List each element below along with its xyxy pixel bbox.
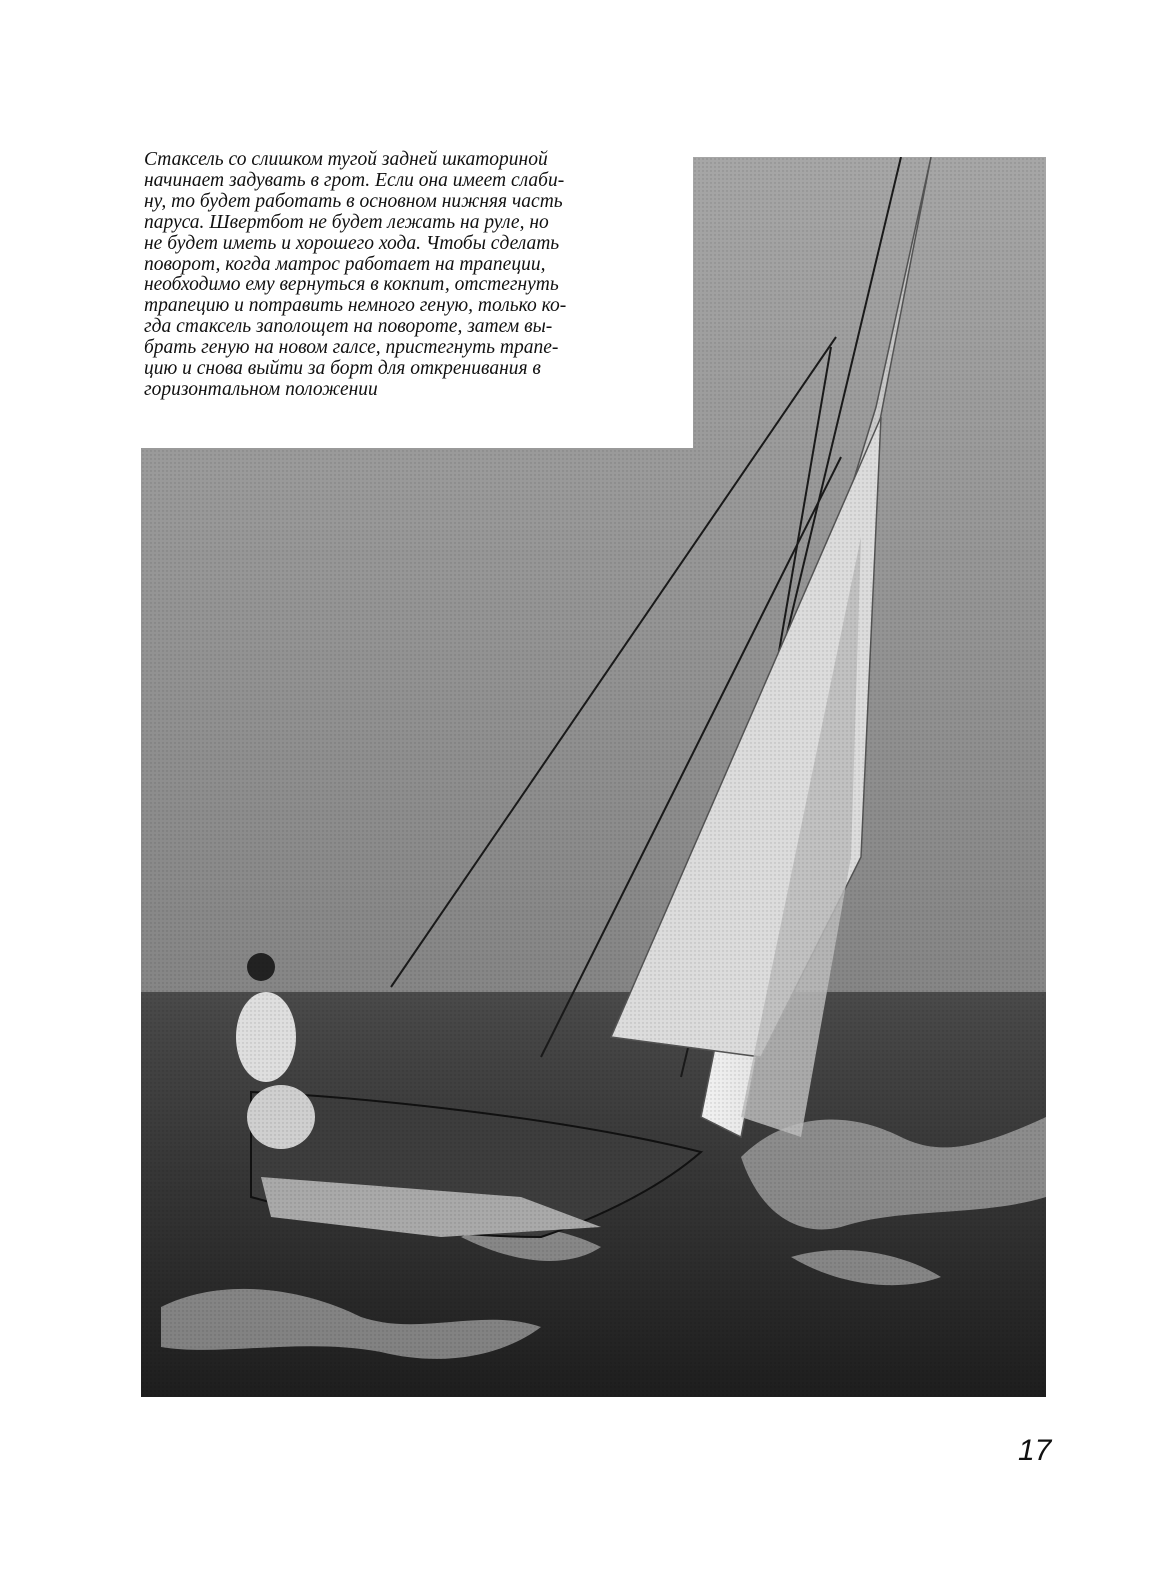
- caption-line: брать геную на новом галсе, пристегнуть трапе-: [144, 337, 559, 359]
- caption-line: необходимо ему вернуться в кокпит, отстегнуть: [144, 274, 559, 296]
- caption-line: горизонтальном положении: [144, 378, 378, 400]
- caption-line: Стаксель со слишком тугой задней шкаториной: [144, 149, 548, 170]
- page-number: 17: [1018, 1434, 1052, 1467]
- caption-line: ну, то будет работать в основном нижняя часть: [144, 190, 563, 212]
- caption-line: гда стаксель заполощет на повороте, затем вы-: [144, 316, 553, 338]
- caption-line: цию и снова выйти за борт для откренивания в: [144, 358, 541, 380]
- caption-line: не будет иметь и хорошего хода. Чтобы сделать: [144, 232, 560, 254]
- caption-line: паруса. Швертбот не будет лежать на руле, но: [144, 211, 549, 233]
- caption-line: поворот, когда матрос работает на трапеции,: [144, 253, 546, 275]
- caption-line: начинает задувать в грот. Если она имеет слаби-: [144, 169, 565, 191]
- caption-line: трапецию и потравить немного геную, только ко-: [144, 295, 567, 317]
- caption: [144, 150, 656, 401]
